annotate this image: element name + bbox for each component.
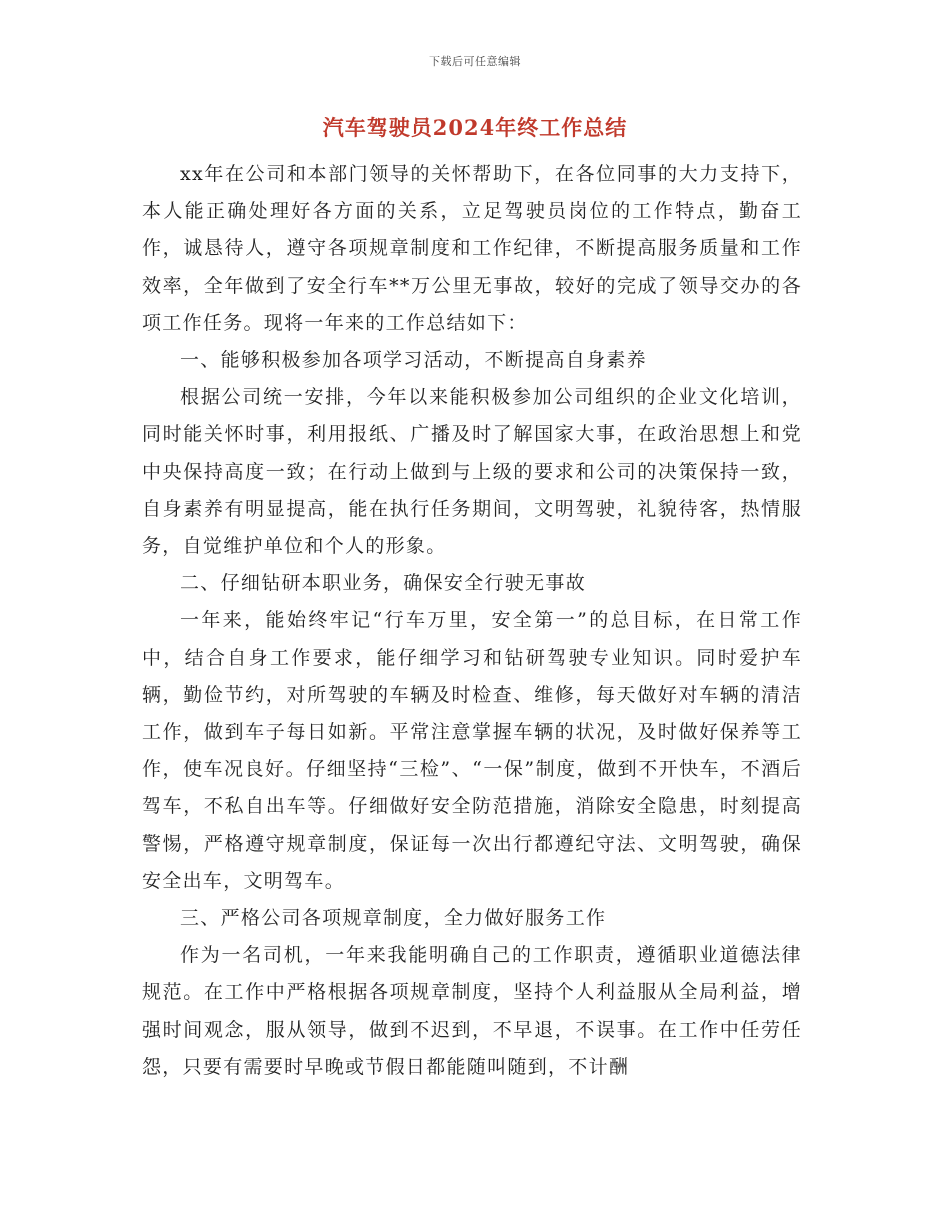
paragraph-intro: xx年在公司和本部门领导的关怀帮助下，在各位同事的大力支持下，本人能正确处理好各方面的关系，立足驾驶员岗位的工作特点，勤奋工作，诚恳待人，遵守各项规章制度和工作纪律，不断提高服务质量和工作效率，全年做到了安全行车**万公里无事故，较好的完成了领导交办的各项工作任务。现将一年来的工作总结如下： xyxy=(142,163,802,334)
document-title: 汽车驾驶员2024年终工作总结 xyxy=(322,115,628,140)
section-heading-1: 一、能够积极参加各项学习活动，不断提高自身素养 xyxy=(180,349,647,372)
document-body xyxy=(142,156,802,1086)
section-heading-2: 二、仔细钻研本职业务，确保安全行驶无事故 xyxy=(180,572,587,595)
paragraph-section-1: 根据公司统一安排，今年以来能积极参加公司组织的企业文化培训，同时能关怀时事，利用报纸、广播及时了解国家大事，在政治思想上和党中央保持高度一致；在行动上做到与上级的要求和公司的决策保持一致，自身素养有明显提高，能在执行任务期间，文明驾驶，礼貌待客，热情服务，自觉维护单位和个人的形象。 xyxy=(142,386,802,558)
section-heading-3: 三、严格公司各项规章制度，全力做好服务工作 xyxy=(180,907,607,930)
paragraph-section-3: 作为一名司机，一年来我能明确自己的工作职责，遵循职业道德法律规范。在工作中严格根据各项规章制度，坚持个人利益服从全局利益，增强时间观念，服从领导，做到不迟到，不早退，不误事。在工作中任劳任怨，只要有需要时早晚或节假日都能随叫随到，不计酬 xyxy=(142,944,802,1078)
header-note: 下载后可任意编辑 xyxy=(429,55,521,68)
paragraph-section-2: 一年来，能始终牢记“行车万里，安全第一”的总目标，在日常工作中，结合自身工作要求，能仔细学习和钻研驾驶专业知识。同时爱护车辆，勤俭节约，对所驾驶的车辆及时检查、维修，每天做好对车辆的清洁工作，做到车子每日如新。平常注意掌握车辆的状况，及时做好保养等工作，使车况良好。仔细坚持“三检”、“一保”制度，做到不开快车，不酒后驾车，不私自出车等。仔细做好安全防范措施，消除安全隐患，时刻提高警惕，严格遵守规章制度，保证每一次出行都遵纪守法、文明驾驶，确保安全出车，文明驾车。 xyxy=(142,609,802,892)
